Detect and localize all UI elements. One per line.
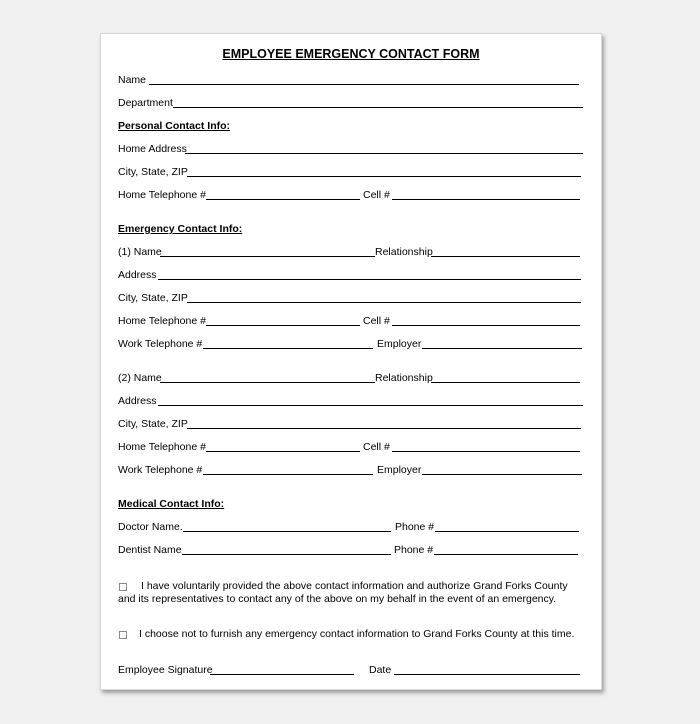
personal-contact-heading: Personal Contact Info: [118,120,231,132]
city-state-zip-field[interactable] [187,176,581,177]
contact1-work-telephone-field[interactable] [203,348,373,349]
contact2-work-telephone-label: Work Telephone # [118,464,203,476]
cell-label: Cell # [363,189,390,201]
date-label: Date [369,664,392,676]
contact1-relationship-label: Relationship [375,246,433,258]
signature-label: Employee Signature [118,664,213,676]
contact2-name-field[interactable] [160,382,375,383]
contact1-name-label: (1) Name [118,246,162,258]
name-field[interactable] [149,84,579,85]
contact2-home-telephone-label: Home Telephone # [118,441,206,453]
emergency-contact-heading: Emergency Contact Info: [118,223,243,235]
home-address-field[interactable] [185,153,583,154]
contact1-cell-label: Cell # [363,315,390,327]
form-page [100,33,602,690]
contact2-relationship-field[interactable] [431,382,580,383]
contact1-relationship-field[interactable] [431,256,580,257]
department-field[interactable] [173,107,583,108]
contact2-employer-label: Employer [377,464,422,476]
contact1-employer-label: Employer [377,338,422,350]
department-label: Department [118,97,173,109]
contact1-city-field[interactable] [187,302,581,303]
medical-contact-heading: Medical Contact Info: [118,498,225,510]
form-title: EMPLOYEE EMERGENCY CONTACT FORM [222,47,480,61]
dentist-phone-field[interactable] [434,554,578,555]
contact1-address-label: Address [118,269,157,281]
contact1-home-telephone-label: Home Telephone # [118,315,206,327]
contact2-home-telephone-field[interactable] [206,451,360,452]
home-telephone-field[interactable] [206,199,360,200]
date-field[interactable] [394,674,580,675]
contact2-cell-label: Cell # [363,441,390,453]
consent-text: I have voluntarily provided the above contact information and authorize Grand Forks County and its representatives to contact any of the above on my behalf in the event of an emergency. [118,580,568,605]
contact1-city-label: City, State, ZIP [118,292,188,304]
contact1-address-field[interactable] [158,279,581,280]
doctor-phone-field[interactable] [435,531,579,532]
contact1-cell-field[interactable] [392,325,580,326]
signature-field[interactable] [210,674,354,675]
contact2-cell-field[interactable] [392,451,580,452]
contact1-name-field[interactable] [160,256,375,257]
doctor-phone-label: Phone # [395,521,435,533]
home-telephone-label: Home Telephone # [118,189,206,201]
doctor-name-label: Doctor Name. [118,521,183,533]
dentist-name-label: Dentist Name [118,544,182,556]
contact2-name-label: (2) Name [118,372,162,384]
city-state-zip-label: City, State, ZIP [118,166,188,178]
doctor-name-field[interactable] [183,531,391,532]
contact2-city-field[interactable] [187,428,581,429]
contact1-home-telephone-field[interactable] [206,325,360,326]
decline-text: I choose not to furnish any emergency contact information to Grand Forks County at this time. [139,628,575,640]
contact2-work-telephone-field[interactable] [203,474,373,475]
contact2-employer-field[interactable] [422,474,582,475]
name-label: Name [118,74,147,86]
home-address-label: Home Address [118,143,187,155]
contact2-address-label: Address [118,395,157,407]
contact2-relationship-label: Relationship [375,372,433,384]
contact1-employer-field[interactable] [422,348,582,349]
contact1-work-telephone-label: Work Telephone # [118,338,203,350]
contact2-address-field[interactable] [158,405,583,406]
contact2-city-label: City, State, ZIP [118,418,188,430]
dentist-name-field[interactable] [182,554,391,555]
cell-field[interactable] [392,199,580,200]
dentist-phone-label: Phone # [394,544,434,556]
